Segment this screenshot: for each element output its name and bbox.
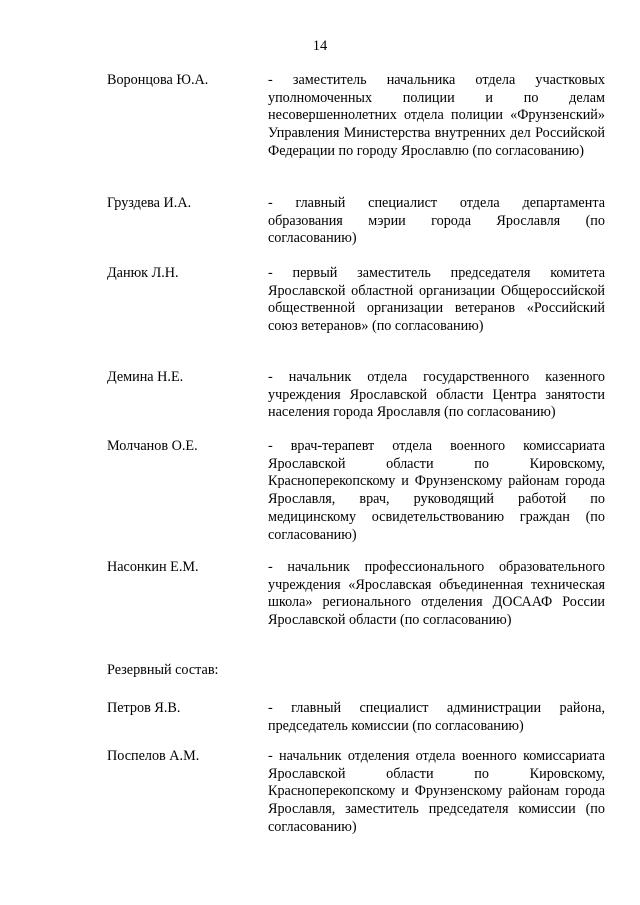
member-name: Насонкин Е.М. xyxy=(107,559,199,575)
member-name: Поспелов А.М. xyxy=(107,748,200,764)
member-name: Молчанов О.Е. xyxy=(107,438,198,454)
page-number: 14 xyxy=(312,38,328,54)
member-name: Воронцова Ю.А. xyxy=(107,72,209,88)
member-description: - врач-терапевт отдела военного комиссариата Ярославской области по Кировскому, Красноперекопскому и Фрунзенскому районам города Ярославля, врач, руководящий работой по медицинскому освидетельствованию граждан (по согласованию) xyxy=(268,438,605,543)
reserve-section-heading: Резервный состав: xyxy=(107,662,219,678)
member-description: - главный специалист администрации района, председатель комиссии (по согласованию) xyxy=(268,700,605,734)
member-name: Данюк Л.Н. xyxy=(107,265,179,281)
member-name: Демина Н.Е. xyxy=(107,369,184,385)
member-description: - начальник отдела государственного казенного учреждения Ярославской области Центра занятости населения города Ярославля (по согласованию) xyxy=(268,369,605,421)
member-description: - главный специалист отдела департамента образования мэрии города Ярославля (по согласованию) xyxy=(268,195,605,247)
member-description: - начальник отделения отдела военного комиссариата Ярославской области по Кировскому, Красноперекопскому и Фрунзенскому районам города Ярославля, заместитель председателя комиссии (по согласованию) xyxy=(268,748,605,835)
member-name: Груздева И.А. xyxy=(107,195,192,211)
member-description: - начальник профессионального образовательного учреждения «Ярославская объединенная техническая школа» регионального отделения ДОСААФ России Ярославской области (по согласованию) xyxy=(268,559,605,629)
member-description: - заместитель начальника отдела участковых уполномоченных полиции и по делам несовершеннолетних отдела полиции «Фрунзенский» Управления Министерства внутренних дел Российской Федерации по городу Ярославлю (по согласованию) xyxy=(268,72,605,159)
member-name: Петров Я.В. xyxy=(107,700,181,716)
member-description: - первый заместитель председателя комитета Ярославской областной организации Общероссийской общественной организации ветеранов «Российский союз ветеранов» (по согласованию) xyxy=(268,265,605,335)
